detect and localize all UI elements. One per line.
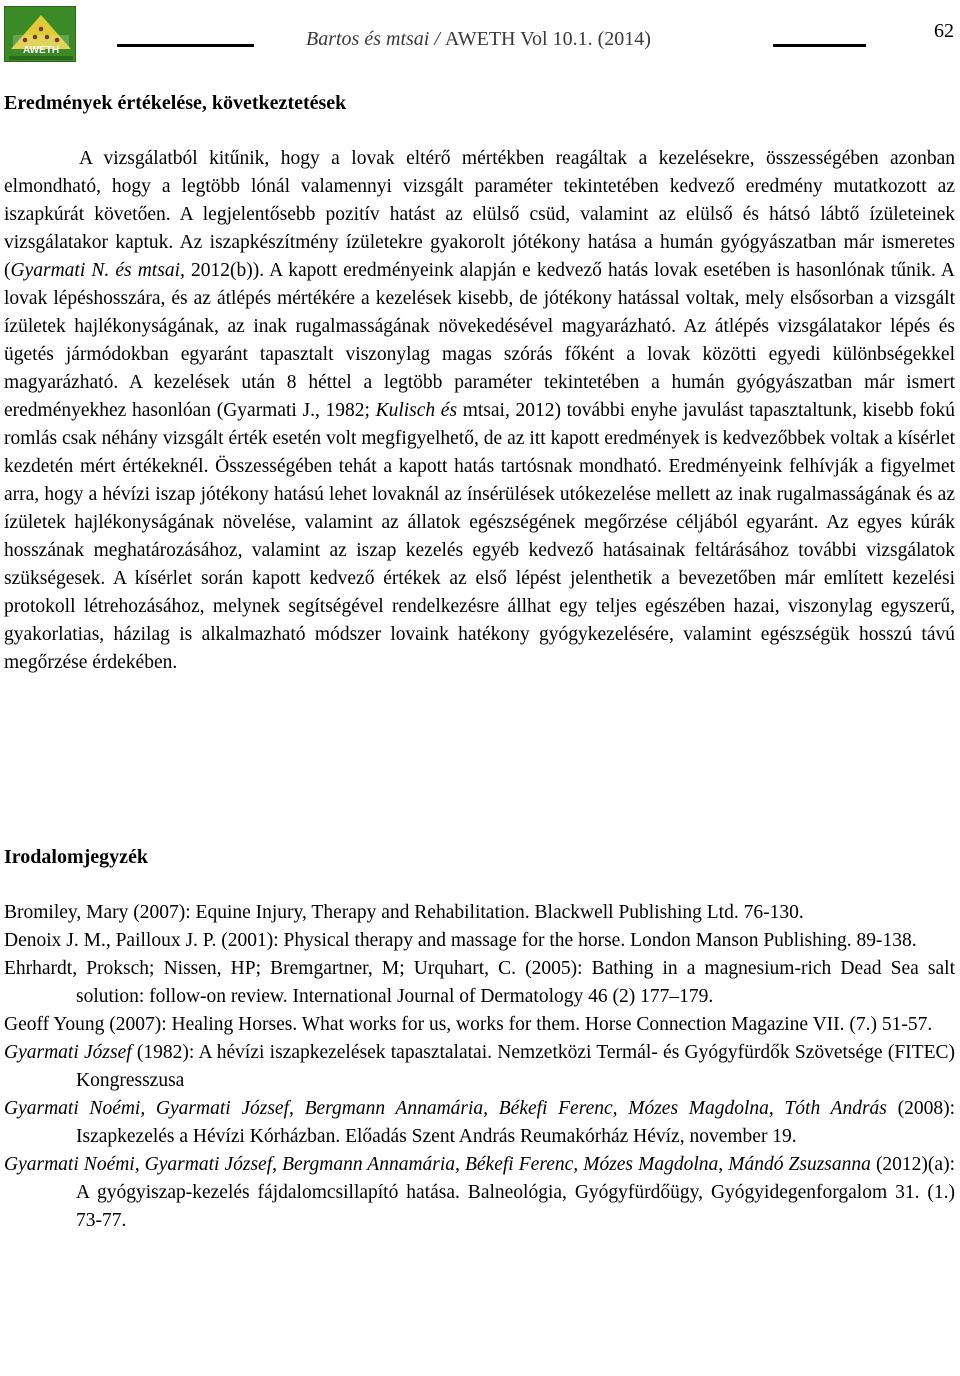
page-number: 62 <box>934 20 954 42</box>
logo-text: AWETH <box>22 45 60 56</box>
running-head-authors: Bartos és mtsai / <box>306 28 445 50</box>
reference-text: (1982): A hévízi iszapkezelések tapasztalatai. Nemzetközi Termál- és Gyógyfürdők Szövetsége (FITEC) Kongresszusa <box>76 1042 955 1091</box>
reference-text: (2012)(a): A gyógyiszap-kezelés fájdalomcsillapító hatása. Balneológia, Gyógyfürdőügy, Gyógyidegenforgalom 31. (1.) 73-77. <box>76 1154 955 1231</box>
references-heading: Irodalomjegyzék <box>4 846 149 868</box>
reference-text: Ehrhardt, Proksch; Nissen, HP; Bremgartner, M; Urquhart, C. (2005): Bathing in a magnesium-rich Dead Sea salt solution: follow-on review. International Journal of Dermatology 46 (2) 177–179. <box>4 958 955 1007</box>
reference-item <box>4 1095 955 1151</box>
running-head <box>306 28 651 51</box>
results-text-b: 2012(b)). A kapott eredményeink alapján e kedvező hatás lovak esetében is hasonlónak tűnik. A lovak lépéshosszára, és az átlépés mértékére a kezelések kisebb, de jótékony hatással voltak, mely elsősorban a vizsgált ízületek hajlékonyságának, az inak rugalmasságának növekedésével magyarázható. Az átlépés vizsgálatakor lépés és ügetés jármódokban egyaránt tapasztalt viszonylag magas szórás főként a lovak közötti egyedi különbségekkel magyarázható. A kezelések után 8 héttel a legtöbb paraméter tekintetében a humán gyógyászatban már ismert eredményekhez hasonlóan (Gyarmati J., 1982; <box>4 260 956 421</box>
results-text-c: mtsai, 2012) további enyhe javulást tapasztaltunk, kisebb fokú romlás csak néhány vizsgált érték esetén volt megfigyelhető, de az itt kapott eredmények is kedvezőbbek voltak a kísérlet kezdetén mért értékeknél. Összességében tehát a kapott hatás tartósnak mondható. Eredményeink felhívják a figyelmet arra, hogy a hévízi iszap jótékony hatású lehet lovaknál az ínsérülések utókezelése mellett az inak rugalmasságának és az ízületek hajlékonyságának növelése, valamint az állatok egészségének megőrzése céljából egyaránt. Az egyes kúrák hosszának meghatározásához, valamint az iszap kezelés egyéb kedvező hatásainak feltárásához további vizsgálatok szükségesek. A kísérlet során kapott kedvező értékek az első lépést jelenthetik a bevezetőben már említett kezelési protokoll létrehozásához, melynek segítségével rendelkezésre állhat egy teljes egészében hazai, viszonylag egyszerű, gyakorlatias, házilag is alkalmazható módszer lovaink hatékony gyógykezelésére, valamint egészségük hosszú távú megőrzése érdekében. <box>4 400 955 673</box>
reference-item <box>4 1039 955 1095</box>
reference-authors: Gyarmati Noémi, Gyarmati József, Bergmann Annamária, Békefi Ferenc, Mózes Magdolna, Tóth András <box>4 1098 887 1119</box>
page-header <box>0 0 960 70</box>
reference-item <box>4 927 955 955</box>
reference-item <box>4 1011 955 1039</box>
results-heading: Eredmények értékelése, következtetések <box>4 92 347 114</box>
results-paragraph <box>4 145 955 677</box>
results-text-a: A vizsgálatból kitűnik, hogy a lovak eltérő mértékben reagáltak a kezelésekre, összességében azonban elmondható, hogy a legtöbb lónál valamennyi vizsgált paraméter tekintetében kedvező eredmény mutatkozott az iszapkúrát követően. A legjelentősebb pozitív hatást az elülső csüd, valamint az elülső és hátsó lábtő ízületeinek vizsgálatakor kaptuk. Az iszapkészítmény ízületekre gyakorolt jótékony hatása a humán gyógyászatban már ismeretes ( <box>4 148 955 281</box>
reference-text: (2008): Iszapkezelés a Hévízi Kórházban. Előadás Szent András Reumakórház Hévíz, november 19. <box>76 1098 956 1147</box>
results-cite-1: Gyarmati N. és mtsai, <box>10 260 185 281</box>
reference-text: Denoix J. M., Pailloux J. P. (2001): Physical therapy and massage for the horse. London Manson Publishing. 89-138. <box>4 930 917 951</box>
header-rule-left <box>117 44 254 47</box>
reference-list <box>4 899 955 1235</box>
reference-item <box>4 899 955 927</box>
reference-item <box>4 955 955 1011</box>
journal-logo <box>4 6 76 62</box>
reference-text: Bromiley, Mary (2007): Equine Injury, Therapy and Rehabilitation. Blackwell Publishing Ltd. 76-130. <box>4 902 804 923</box>
reference-item <box>4 1151 955 1235</box>
reference-text: Geoff Young (2007): Healing Horses. What works for us, works for them. Horse Connection Magazine VII. (7.) 51-57. <box>4 1014 933 1035</box>
results-cite-2: Kulisch és <box>375 400 458 421</box>
running-head-journal: AWETH Vol 10.1. (2014) <box>444 28 651 50</box>
reference-authors: Gyarmati Noémi, Gyarmati József, Bergmann Annamária, Békefi Ferenc, Mózes Magdolna, Mándó Zsuzsanna <box>4 1154 871 1175</box>
reference-authors: Gyarmati József <box>4 1042 132 1063</box>
header-rule-right <box>773 44 866 47</box>
